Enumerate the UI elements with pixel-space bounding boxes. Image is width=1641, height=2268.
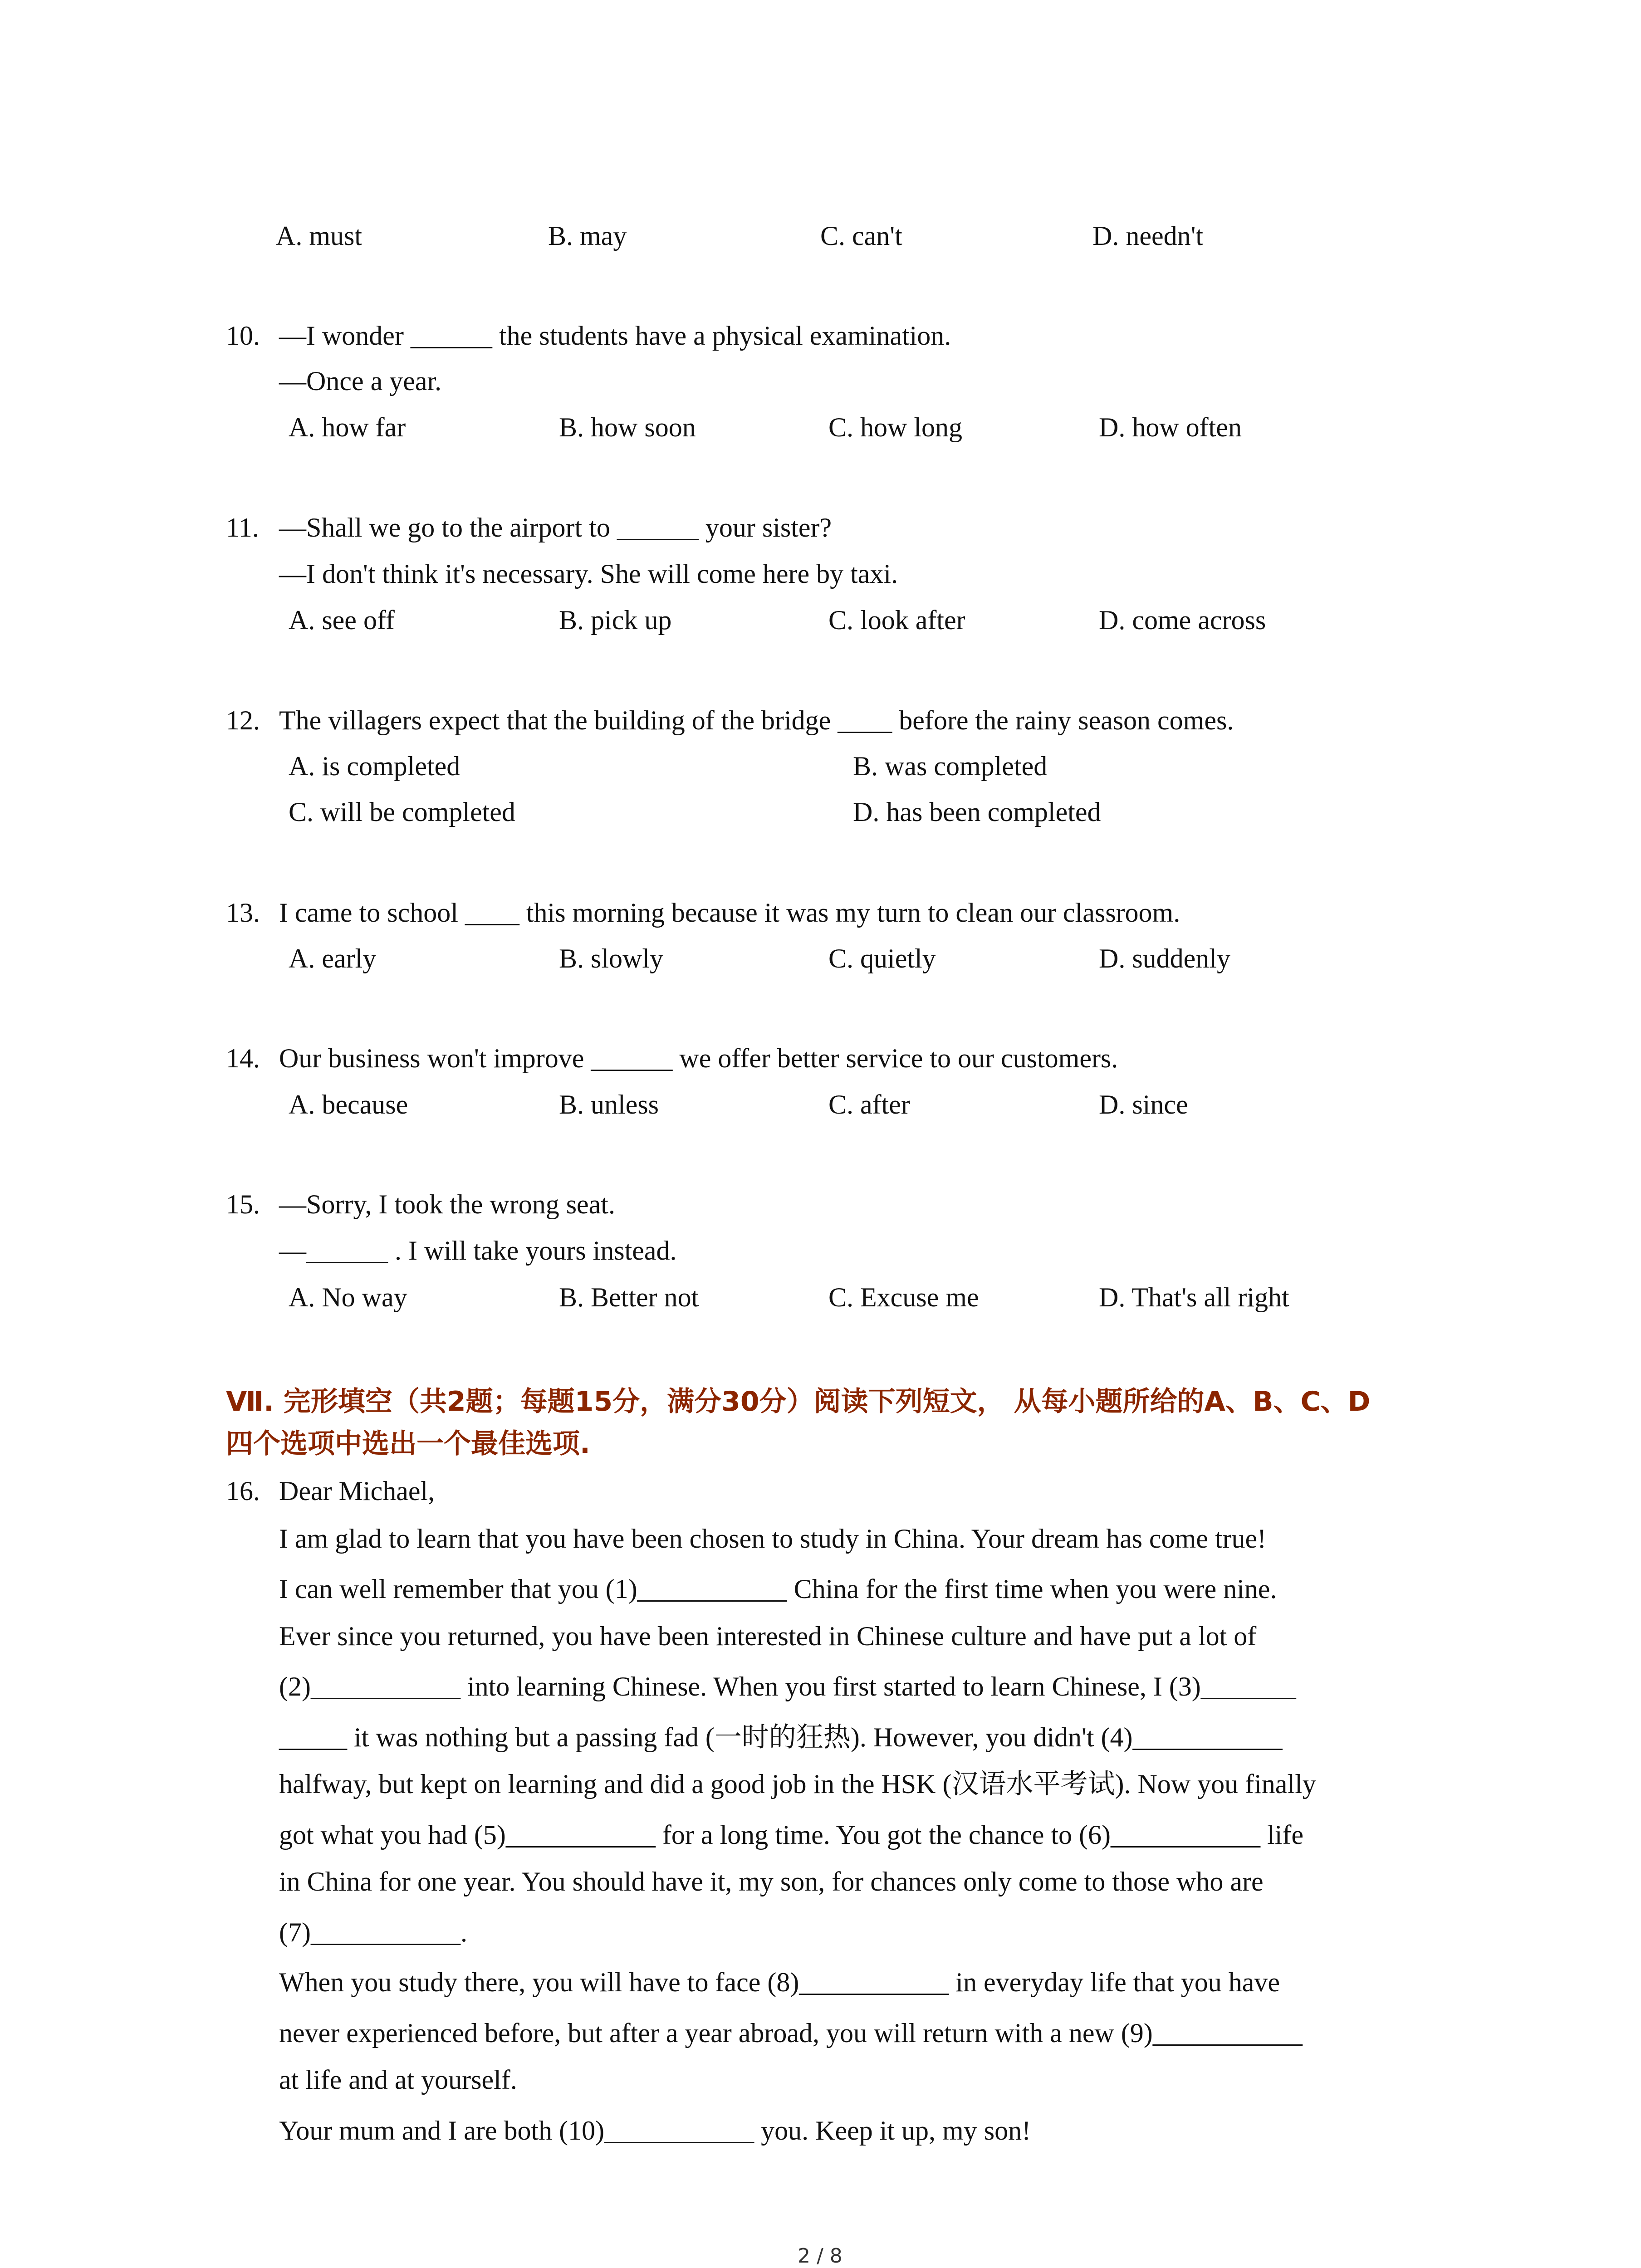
option-a: A. No way <box>289 1282 407 1312</box>
passage-line: halfway, but kept on learning and did a good job in the HSK (汉语水平考试). Now you finally <box>279 1769 1316 1799</box>
q9-option-b: B. may <box>548 221 627 251</box>
option-d: D. has been completed <box>853 797 1101 827</box>
passage-line: got what you had (5)___________ for a long time. You got the chance to (6)___________ life <box>279 1820 1303 1850</box>
passage-line: Ever since you returned, you have been interested in Chinese culture and have put a lot of <box>279 1621 1257 1651</box>
passage-line: Your mum and I are both (10)___________ you. Keep it up, my son! <box>279 2116 1031 2146</box>
question-response: —I don't think it's necessary. She will come here by taxi. <box>279 559 898 589</box>
question-response: —Once a year. <box>279 366 442 396</box>
option-d: D. That's all right <box>1099 1282 1289 1312</box>
option-a: A. is completed <box>289 751 460 781</box>
question-number: 15. <box>226 1189 260 1219</box>
option-d: D. since <box>1099 1090 1188 1119</box>
question-stem: I came to school ____ this morning because it was my turn to clean our classroom. <box>279 898 1181 928</box>
question-stem: The villagers expect that the building of the bridge ____ before the rainy season comes. <box>279 705 1234 735</box>
passage-line: never experienced before, but after a year abroad, you will return with a new (9)___________ <box>279 2018 1303 2048</box>
passage-line: When you study there, you will have to face (8)___________ in everyday life that you have <box>279 1967 1280 1997</box>
question-stem: —Sorry, I took the wrong seat. <box>279 1189 615 1219</box>
section-7-instruction-line1: Ⅶ. 完形填空（共2题；每题15分，满分30分）阅读下列短文， 从每小题所给的A、B、C、D <box>226 1386 1371 1418</box>
option-a: A. because <box>289 1090 408 1119</box>
option-c: C. will be completed <box>289 797 515 827</box>
question-number: 10. <box>226 321 260 351</box>
option-d: D. come across <box>1099 605 1266 635</box>
question-number: 11. <box>226 513 259 543</box>
option-a: A. early <box>289 943 377 973</box>
letter-salutation: Dear Michael, <box>279 1476 435 1506</box>
option-c: C. how long <box>828 412 963 442</box>
option-c: C. after <box>828 1090 910 1119</box>
question-stem: —Shall we go to the airport to ______ your sister? <box>279 513 832 543</box>
question-stem: —I wonder ______ the students have a physical examination. <box>279 321 951 351</box>
q9-option-c: C. can't <box>820 221 902 251</box>
option-b: B. unless <box>559 1090 659 1119</box>
question-stem: Our business won't improve ______ we offer better service to our customers. <box>279 1043 1118 1073</box>
q9-option-a: A. must <box>276 221 362 251</box>
passage-line: I am glad to learn that you have been chosen to study in China. Your dream has come true! <box>279 1524 1267 1554</box>
option-d: D. how often <box>1099 412 1242 442</box>
question-number: 12. <box>226 705 260 735</box>
passage-line: I can well remember that you (1)___________ China for the first time when you were nine. <box>279 1574 1277 1604</box>
option-b: B. how soon <box>559 412 696 442</box>
section-7-instruction-line2: 四个选项中选出一个最佳选项. <box>226 1428 590 1460</box>
question-number: 13. <box>226 898 260 928</box>
question-number: 14. <box>226 1043 260 1073</box>
option-c: C. look after <box>828 605 965 635</box>
question-response: —______ . I will take yours instead. <box>279 1236 677 1266</box>
option-b: B. Better not <box>559 1282 699 1312</box>
option-b: B. pick up <box>559 605 672 635</box>
option-c: C. quietly <box>828 943 936 973</box>
option-b: B. was completed <box>853 751 1048 781</box>
option-a: A. see off <box>289 605 395 635</box>
option-b: B. slowly <box>559 943 664 973</box>
passage-line: in China for one year. You should have it, my son, for chances only come to those who are <box>279 1867 1264 1897</box>
option-d: D. suddenly <box>1099 943 1230 973</box>
question-number: 16. <box>226 1476 260 1506</box>
passage-line: (7)___________. <box>279 1917 467 1947</box>
passage-line: (2)___________ into learning Chinese. When you first started to learn Chinese, I (3)_______ <box>279 1672 1296 1701</box>
option-a: A. how far <box>289 412 406 442</box>
page-number: 2 / 8 <box>798 2244 843 2268</box>
passage-line: _____ it was nothing but a passing fad (一时的狂热). However, you didn't (4)___________ <box>279 1722 1283 1752</box>
q9-option-d: D. needn't <box>1092 221 1204 251</box>
passage-line: at life and at yourself. <box>279 2065 517 2095</box>
option-c: C. Excuse me <box>828 1282 979 1312</box>
